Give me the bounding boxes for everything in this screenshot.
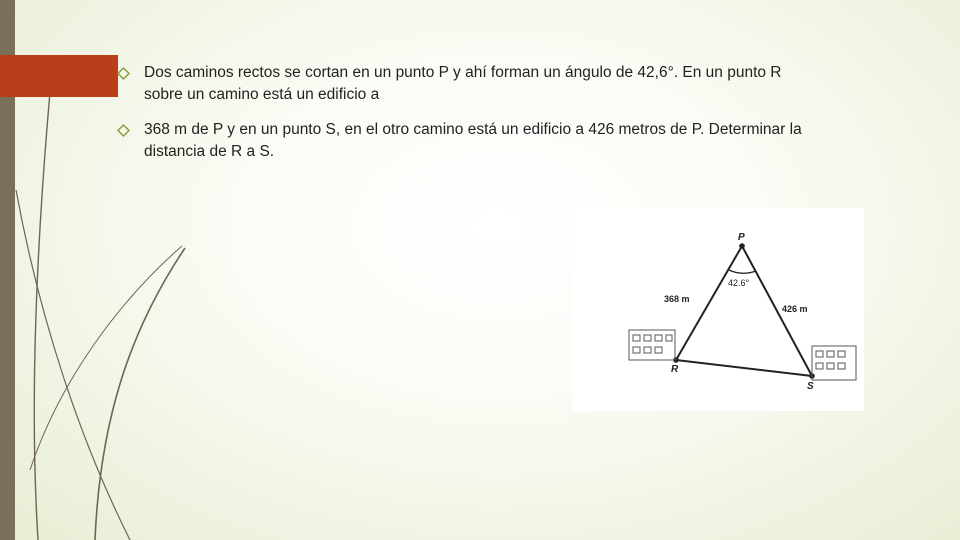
building-s-icon [812,346,856,380]
side-rs [676,360,812,376]
diamond-bullet-icon [117,67,130,80]
label-side-ps: 426 m [782,304,808,314]
building-r-icon [629,330,675,360]
bullet-text-1: Dos caminos rectos se cortan en un punto P y ahí forman un ángulo de 42,6°. En un punto R sobre un camino está un edificio a [144,64,782,103]
vertex-p [739,243,745,249]
diamond-bullet-icon [117,124,130,137]
bullet-list [117,62,807,176]
label-side-pr: 368 m [664,294,690,304]
bullet-text-2: 368 m de P y en un punto S, en el otro camino está un edificio a 426 metros de P. Determinar la distancia de R a S. [144,121,802,160]
triangle-diagram-svg [572,208,864,411]
angle-arc [729,270,756,273]
label-angle: 42.6° [728,278,750,288]
bullet-item-2 [117,119,807,163]
label-s: S [807,381,814,392]
red-accent-tab [0,55,118,97]
label-r: R [671,364,679,375]
bullet-item-1 [117,62,807,106]
label-p: P [738,232,745,243]
triangle-diagram [572,208,864,411]
